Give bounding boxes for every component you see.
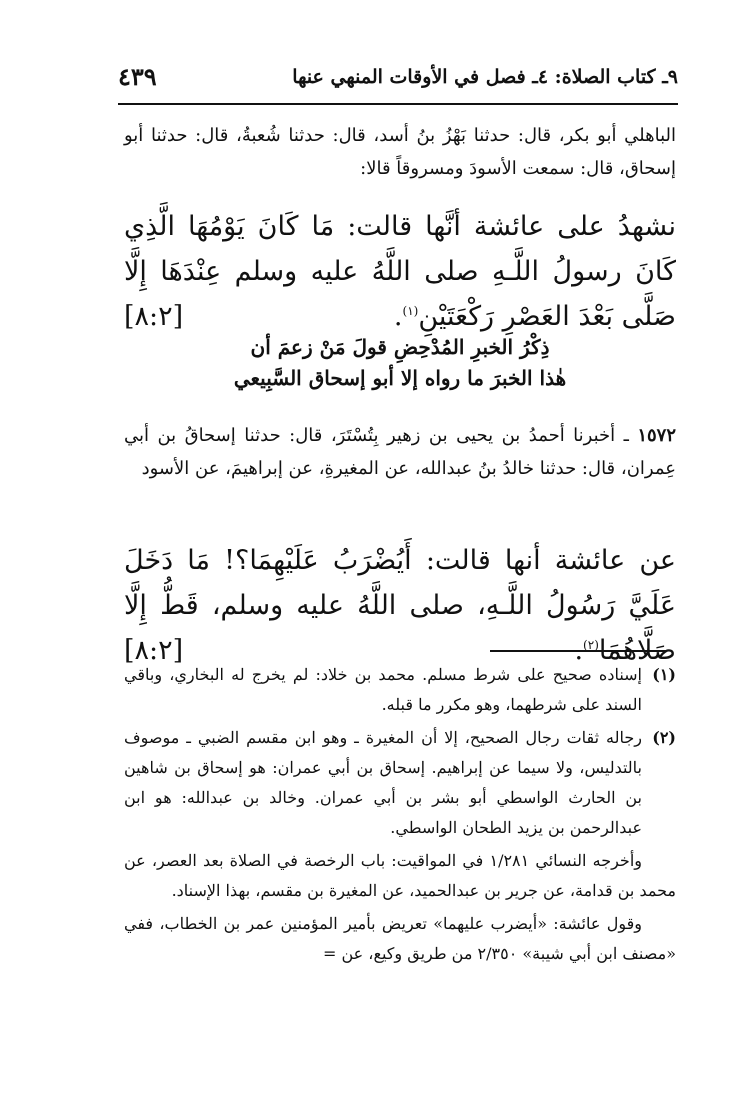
- hadith-1-grade: [٨:٢]: [124, 301, 184, 332]
- footnote-ref-2[interactable]: (٢): [583, 638, 599, 652]
- footnote-paragraph-2: وقول عائشة: «أيضرب عليهما» تعريض بأمير المؤمنين عمر بن الخطاب، ففي «مصنف ابن أبي شيبة» ٢/٣٥٠ من طريق وكيع، عن =: [124, 914, 676, 963]
- hadith-2-isnad: [124, 419, 676, 485]
- hadith-2-end: .: [574, 635, 584, 666]
- footnote-paragraph-1: وأخرجه النسائي ١/٢٨١ في المواقيت: باب الرخصة في الصلاة بعد العصر، عن محمد بن قدامة، عن جرير بن عبدالحميد، عن المغيرة بن مقسم، بهذا الإسناد.: [124, 851, 676, 900]
- hadith-2-isnad-text: ـ أخبرنا أحمدُ بن يحيى بن زهير بِتُسْتَرَ، قال: حدثنا إسحاقُ بن أبي عِمران، قال: حدثنا خالدُ بنُ عبدالله، عن المغيرةِ، عن إبراهيمَ، عن الأسود: [124, 425, 676, 479]
- footnote-ref-1[interactable]: (١): [402, 304, 419, 318]
- section-heading: [200, 332, 600, 394]
- hadith-2-text: عن عائشة أنها قالت: أَيُضْرَبُ عَلَيْهِمَا؟! مَا دَخَلَ عَلَيَّ رَسُولُ اللَّـهِ، صلى اللَّهُ عليه وسلم، قَطُّ إِلَّا صَلَّاهُمَا: [124, 545, 676, 666]
- footnote-2-number: (٢): [652, 728, 676, 747]
- hadith-number: ١٥٧٢: [637, 425, 676, 446]
- hadith-1-end: .: [393, 301, 403, 332]
- header-divider: [118, 103, 678, 105]
- page-header: [118, 60, 678, 100]
- hadith-2-matn: [124, 538, 676, 673]
- hadith-1-matn: [124, 204, 676, 339]
- running-title: ٩ـ كتاب الصلاة: ٤ـ فصل في الأوقات المنهي عنها: [292, 66, 678, 88]
- footnotes-divider: [490, 650, 666, 652]
- intro-isnad: الباهلي أبو بكر، قال: حدثنا بَهْزُ بنُ أسد، قال: حدثنا شُعبةُ، قال: حدثنا أبو إسحاق، قال: سمعت الأسودَ ومسروقاً قالا:: [124, 125, 676, 179]
- footnote-1: [124, 660, 676, 720]
- footnotes: [124, 660, 676, 972]
- section-heading-line-1: ذِكْرُ الخبرِ المُدْحِضِ قولَ مَنْ زعمَ أن: [250, 335, 550, 359]
- page-number: ٤٣٩: [118, 62, 157, 91]
- section-heading-line-2: هٰذا الخبرَ ما رواه إلا أبو إسحاق السَّبِيعي: [233, 366, 567, 390]
- hadith-2-grade: [٨:٢]: [124, 635, 184, 666]
- footnote-1-number: (١): [652, 665, 676, 684]
- footnote-2-text: رجاله ثقات رجال الصحيح، إلا أن المغيرة ـ وهو ابن مقسم الضبي ـ موصوف بالتدليس، ولا سيما عن إبراهيم. إسحاق بن أبي عمران: هو إسحاق بن شاهين بن الحارث الواسطي أبو بشر بن أبي عمران. وخالد بن عبدالله: هو ابن عبدالرحمن بن يزيد الطحان الواسطي.: [124, 728, 642, 837]
- footnote-1-text: إسناده صحيح على شرط مسلم. محمد بن خلاد: لم يخرج له البخاري، وباقي السند على شرطهما، وهو مكرر ما قبله.: [124, 665, 642, 714]
- hadith-1-text: نشهدُ على عائشة أنَّها قالت: مَا كَانَ يَوْمُهَا الَّذِي كَانَ رسولُ اللَّـهِ صلى اللَّهُ عليه وسلم عِنْدَهَا إِلَّا صَلَّى بَعْدَ العَصْرِ رَكْعَتَيْنِ: [124, 211, 676, 332]
- footnote-2: [124, 723, 676, 843]
